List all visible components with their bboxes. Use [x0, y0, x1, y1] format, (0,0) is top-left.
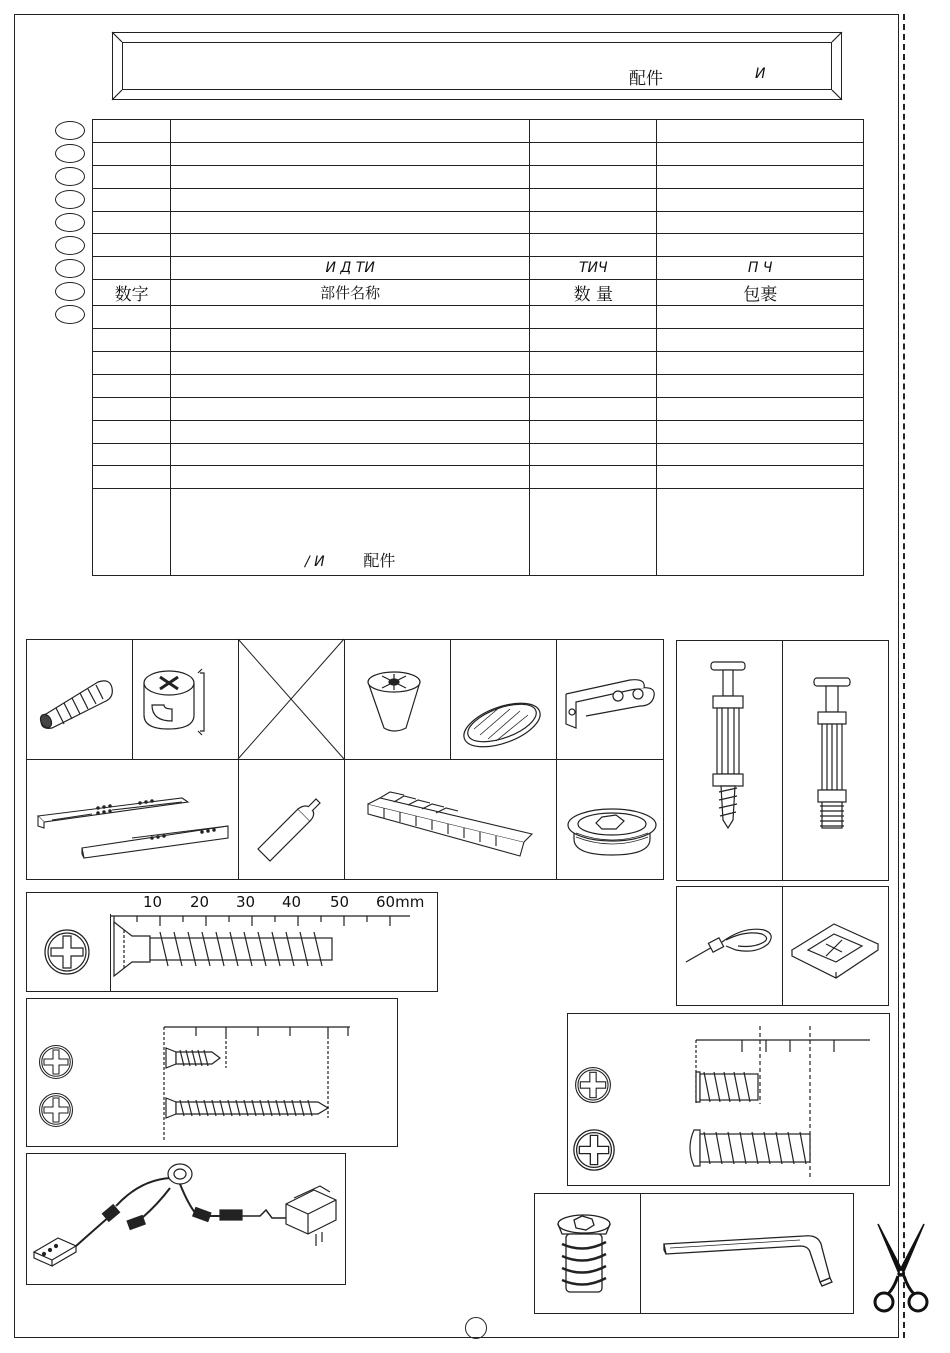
row-number-circle [55, 190, 85, 209]
row-number-circle [55, 121, 85, 140]
empty-cell-cross [238, 639, 344, 759]
table-row [93, 466, 864, 489]
phillips-head-icon [38, 1092, 74, 1128]
felt-pad-icon [460, 695, 546, 751]
row-number-circle [55, 305, 85, 324]
name-mark: И Д ТИ [171, 257, 530, 280]
table-row [93, 329, 864, 352]
pkg-mark: П Ч [657, 257, 864, 280]
glue-tube-icon [254, 795, 324, 867]
ruler-tick-label: 40 [282, 893, 302, 911]
table-row [93, 443, 864, 466]
header-row [93, 280, 864, 306]
long-screw-icon [110, 912, 415, 982]
connector-bolt-wood-icon [705, 660, 751, 830]
row-number-circle [55, 282, 85, 301]
row-number-circle [55, 144, 85, 163]
table-row [93, 420, 864, 443]
cam-lock-icon [138, 665, 210, 737]
footer-text: 配件 [363, 551, 396, 571]
header-marks-row [93, 257, 864, 280]
table-row [93, 165, 864, 188]
phillips-head-icon [572, 1128, 616, 1172]
cut-line [903, 14, 905, 1338]
cable-grommet-icon [564, 805, 660, 859]
allen-key-icon [660, 1222, 836, 1286]
row-number-circle [55, 167, 85, 186]
row-number-circle [55, 213, 85, 232]
connector-bolt-metal-icon [810, 676, 856, 832]
wood-screws-icon [162, 1022, 354, 1142]
page-number-circle [465, 1317, 487, 1339]
ruler-tick-label: 10 [143, 893, 163, 911]
title-mark: И [755, 66, 766, 82]
insert-nut-icon [552, 1212, 616, 1298]
header-name: 部件名称 [171, 280, 530, 306]
table-row [93, 374, 864, 397]
phillips-head-icon [43, 928, 91, 976]
dowel-icon [38, 672, 118, 732]
row-number-circle [55, 259, 85, 278]
cable-tie-base-icon [790, 920, 880, 980]
furniture-foot-icon [364, 668, 426, 734]
angle-bracket-icon [560, 674, 660, 734]
table-row [93, 352, 864, 375]
page-title: 配件 [629, 69, 663, 89]
table-row [93, 211, 864, 234]
footer-mark: / И [304, 554, 325, 571]
table-row [93, 142, 864, 165]
machine-screws-icon [684, 1024, 874, 1184]
header-number: 数字 [93, 280, 171, 306]
table-row [93, 188, 864, 211]
row-number-circle [55, 236, 85, 255]
footer-row [93, 489, 864, 576]
led-wiring-icon [30, 1160, 340, 1280]
table-row [93, 306, 864, 329]
table-row [93, 234, 864, 257]
ruler-tick-label: 60mm [376, 893, 425, 911]
parts-table [92, 119, 864, 576]
phillips-head-icon [574, 1066, 612, 1104]
title-frame-inner [122, 42, 832, 90]
ruler-tick-label: 20 [190, 893, 210, 911]
qty-mark: ТИЧ [530, 257, 657, 280]
phillips-head-icon [38, 1044, 74, 1080]
header-qty: 数 量 [530, 280, 657, 306]
wedge-shims-icon [364, 790, 534, 862]
table-row [93, 397, 864, 420]
scissors-icon [870, 1222, 932, 1314]
ruler-tick-label: 50 [330, 893, 350, 911]
cable-tie-icon [684, 922, 776, 972]
drawer-slides-icon [32, 792, 232, 864]
ruler-tick-label: 30 [236, 893, 256, 911]
header-package: 包裹 [657, 280, 864, 306]
table-row [93, 120, 864, 143]
